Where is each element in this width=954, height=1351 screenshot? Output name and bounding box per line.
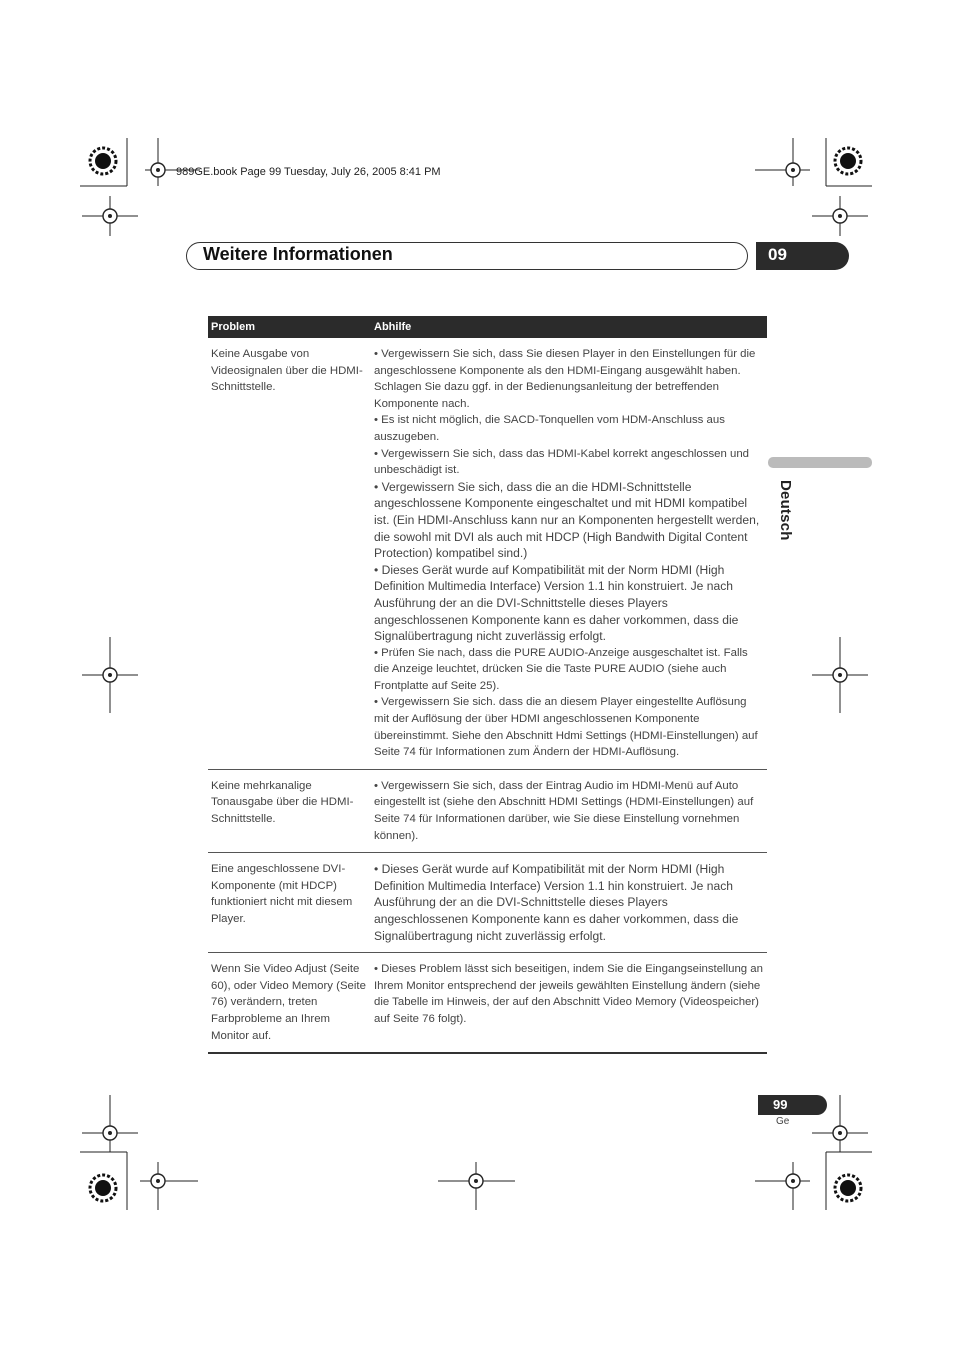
solution-item: • Es ist nicht möglich, die SACD-Tonquellen vom HDM-Anschluss aus auszugeben. bbox=[374, 414, 725, 443]
section-title: Weitere Informationen bbox=[203, 244, 393, 264]
print-header: 989GE.book Page 99 Tuesday, July 26, 2005 8:41 PM bbox=[176, 166, 441, 178]
page-number: 99 bbox=[773, 1097, 788, 1112]
language-tab-bar bbox=[768, 457, 872, 468]
language-code: Ge bbox=[776, 1116, 790, 1127]
table-header-row bbox=[208, 316, 767, 338]
page-number-tab bbox=[758, 1095, 827, 1115]
solution-cell bbox=[371, 953, 767, 1053]
solution-cell bbox=[371, 338, 767, 769]
problem-cell: Eine angeschlossene DVI-Komponente (mit HDCP) funktioniert nicht mit diesem Player. bbox=[208, 853, 371, 953]
solution-item: • Vergewissern Sie sich, dass das HDMI-Kabel korrekt angeschlossen und unbeschädigt ist. bbox=[374, 447, 749, 477]
table-row bbox=[208, 853, 767, 953]
table-row bbox=[208, 769, 767, 852]
language-tab-label: Deutsch bbox=[777, 480, 794, 541]
chapter-number: 09 bbox=[768, 245, 787, 264]
solution-cell bbox=[371, 769, 767, 852]
problem-cell: Keine Ausgabe von Videosignalen über die HDMI-Schnittstelle. bbox=[208, 338, 371, 769]
problem-cell: Keine mehrkanalige Tonausgabe über die HDMI-Schnittstelle. bbox=[208, 769, 371, 852]
problem-cell: Wenn Sie Video Adjust (Seite 60), oder Video Memory (Seite 76) verändern, treten Farbprobleme an Ihrem Monitor auf. bbox=[208, 953, 371, 1053]
solution-item: • Dieses Gerät wurde auf Kompatibilität mit der Norm HDMI (High Definition Multimedia Interface) Version 1.1 hin konstruiert. Je nach Ausführung der an die DVI-Schnittstelle dieses Players angeschlossenen Komponente kann es daher vorkommen, dass die Signalübertragung nicht zuverlässig erfolgt. bbox=[374, 562, 739, 644]
solution-item: • Dieses Gerät wurde auf Kompatibilität mit der Norm HDMI (High Definition Multimedia Interface) Version 1.1 hin konstruiert. Je nach Ausführung der an die DVI-Schnittstelle dieses Players angeschlossenen Komponente kann es daher vorkommen, dass die Signalübertragung nicht zuverlässig erfolgt. bbox=[374, 862, 739, 943]
solution-item: • Vergewissern Sie sich. dass die an diesem Player eingestellte Auflösung mit der Auflösung der über HDMI angeschlossenen Komponente übereinstimmt. Siehe den Abschnitt Hdmi Settings (HDMI-Einstellungen) auf Seite 74 für Informationen zum Ändern der HDMI-Auflösung. bbox=[374, 696, 758, 759]
solution-item: • Vergewissern Sie sich, dass Sie diesen Player in den Einstellungen für die angeschlossene Komponente als den HDMI-Eingang ausgewählt haben. Schlagen Sie dazu ggf. in der Bedienungsanleitung der betreffenden Komponente nach. bbox=[374, 348, 756, 410]
solution-item: • Dieses Problem lässt sich beseitigen, indem Sie die Eingangseinstellung an Ihrem Monitor entsprechend der jeweils gewählten Einstellung ändern (siehe die Tabelle im Hinweis, der auf den Abschnitt Video Memory (Videospeicher) auf Seite 76 folgt). bbox=[374, 963, 763, 1025]
solution-item: • Vergewissern Sie sich, dass der Eintrag Audio im HDMI-Menü auf Auto eingestellt ist (siehe den Abschnitt HDMI Settings (HDMI-Einstellungen) auf Seite 74 für Informationen darüber, wie Sie diese Einstellung vornehmen können). bbox=[374, 779, 754, 842]
solution-item: • Vergewissern Sie sich, dass die an die HDMI-Schnittstelle angeschlossene Komponente eingeschaltet und mit HDMI kompatibel ist. (Ein HDMI-Anschluss kann nur an Komponenten hergestellt werden, die sowohl mit DVI als auch mit HDCP (High Bandwith Digital Content Protection) kompatibel sind.) bbox=[374, 479, 760, 561]
table-row bbox=[208, 338, 767, 769]
troubleshooting-table bbox=[208, 316, 767, 1054]
solution-cell bbox=[371, 853, 767, 953]
column-header-solution: Abhilfe bbox=[371, 316, 767, 338]
table-row bbox=[208, 953, 767, 1053]
solution-item: • Prüfen Sie nach, dass die PURE AUDIO-Anzeige ausgeschaltet ist. Falls die Anzeige leuchtet, drücken Sie die Taste PURE AUDIO (siehe auch Frontplatte auf Seite 25). bbox=[374, 646, 748, 692]
column-header-problem: Problem bbox=[208, 316, 371, 338]
